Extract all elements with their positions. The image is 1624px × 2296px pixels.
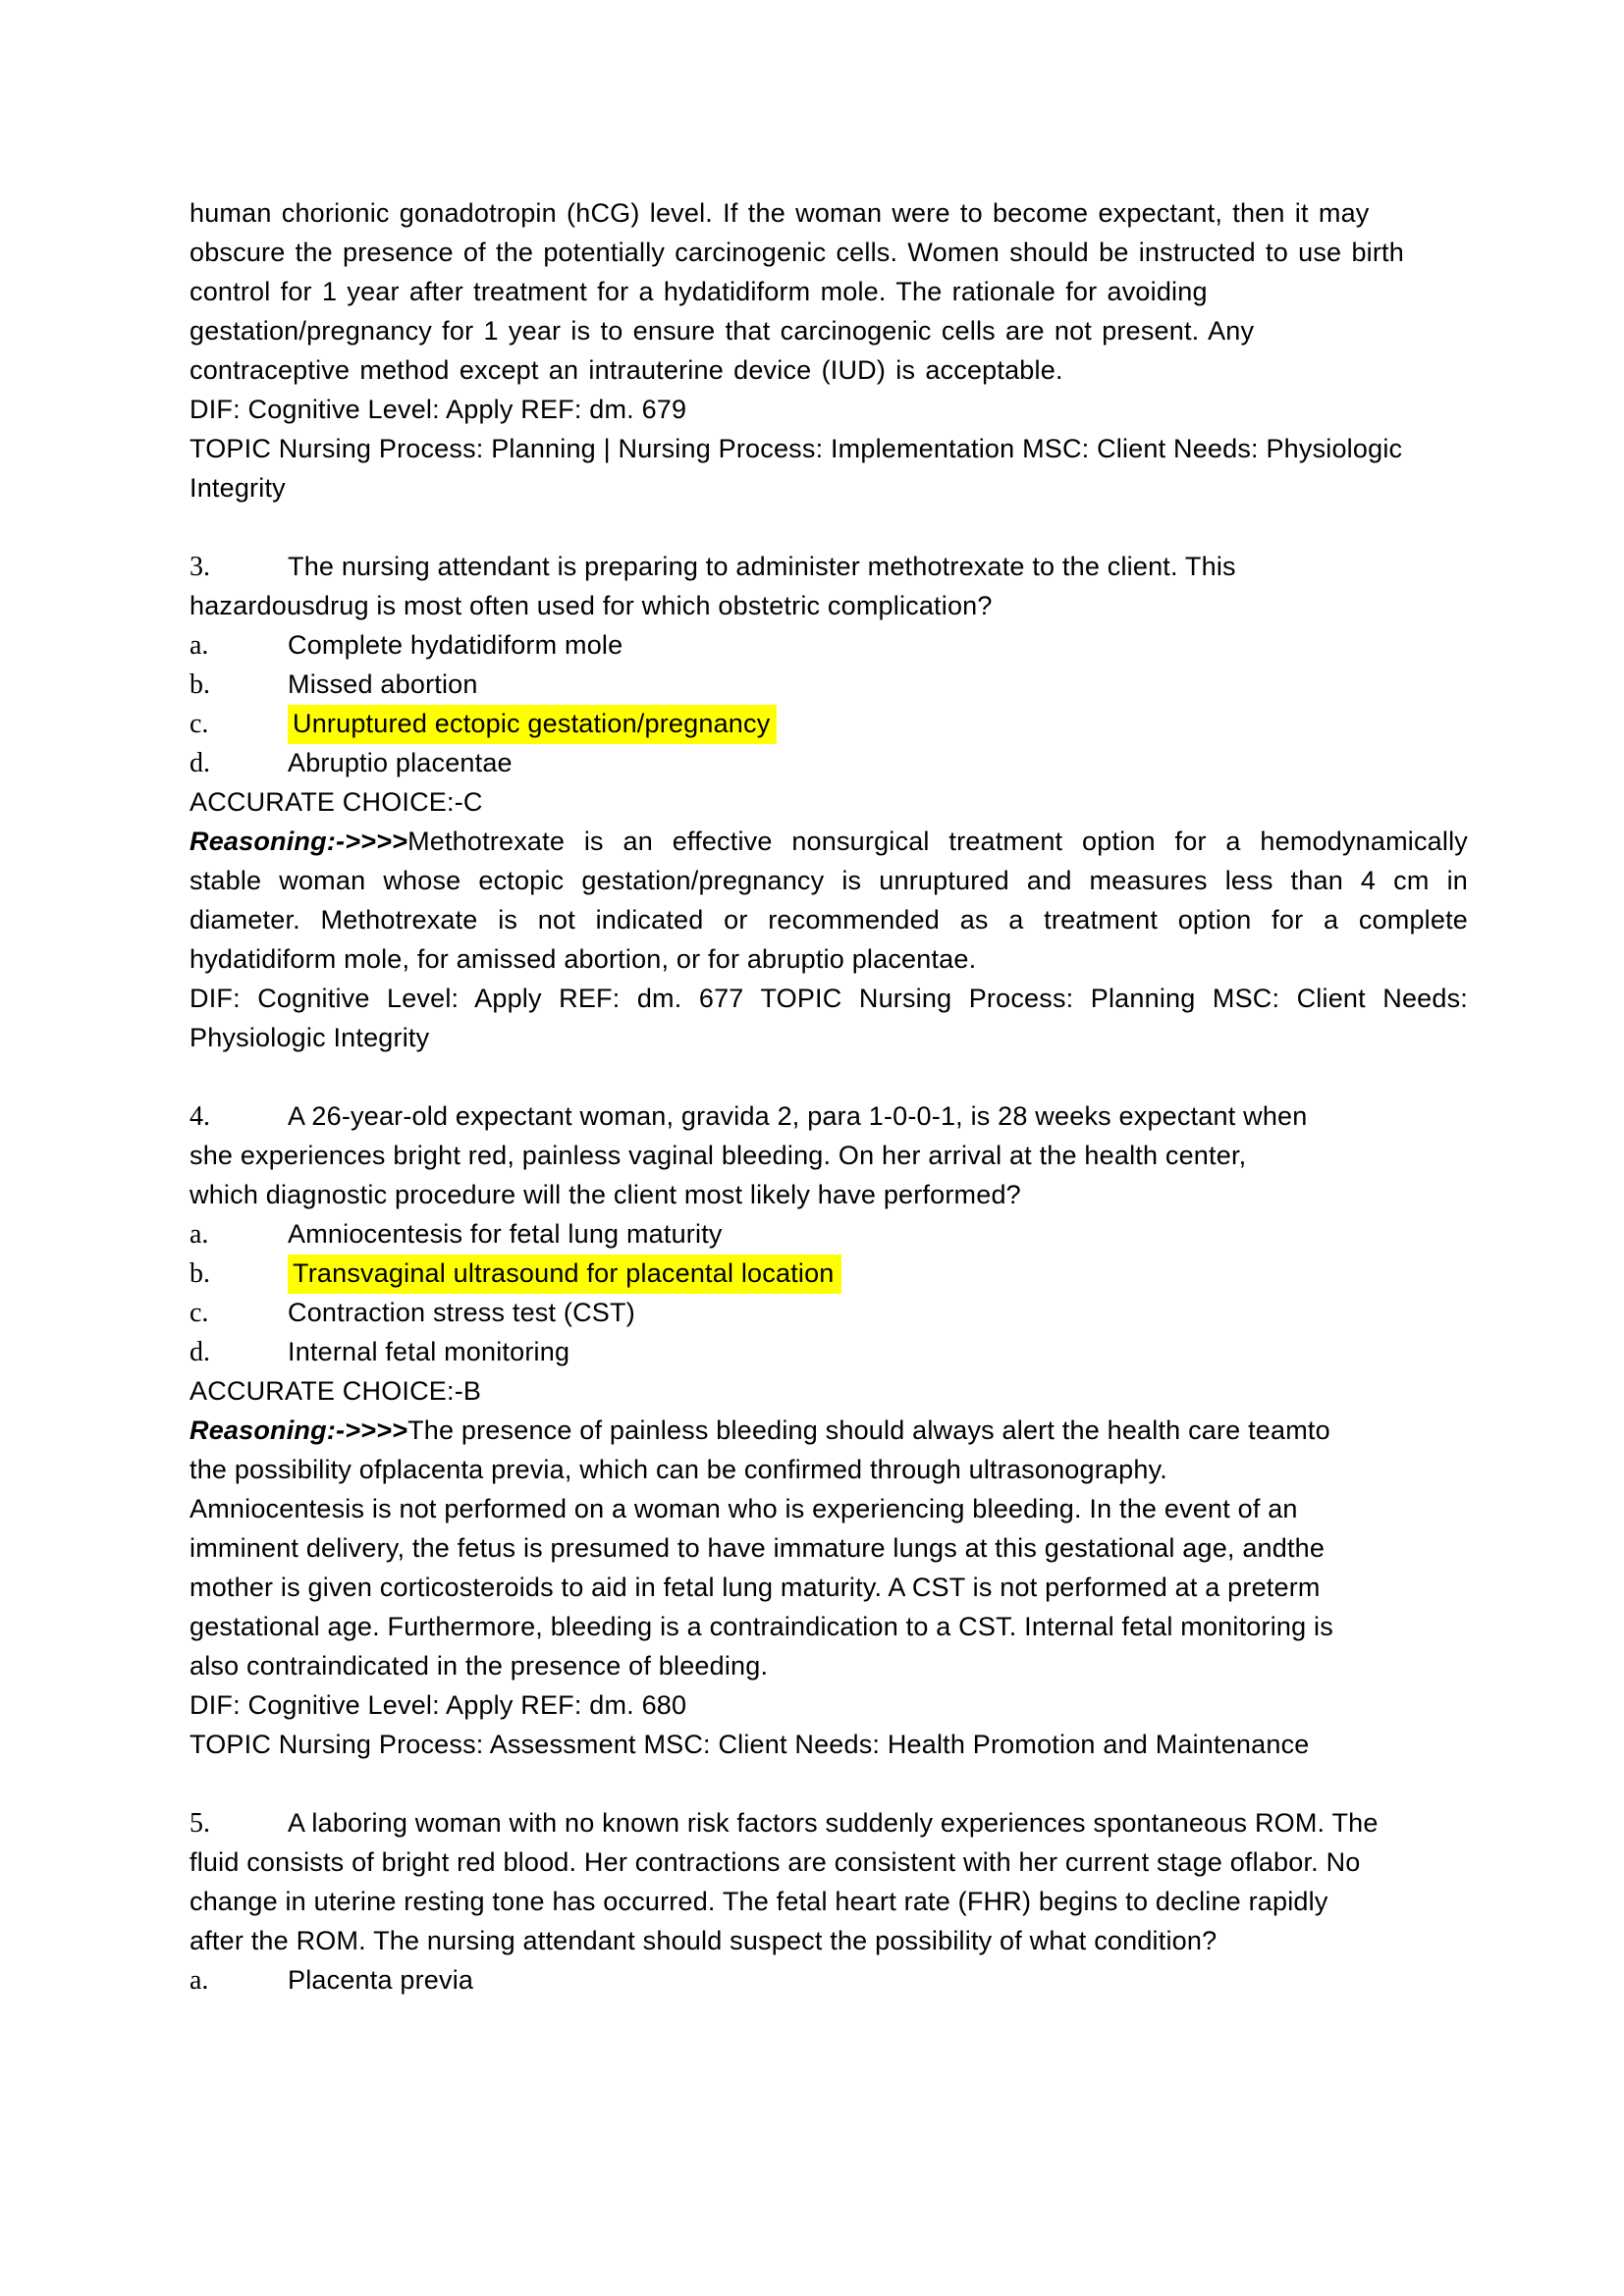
question-number: 3. [189,552,210,582]
reference-line: DIF: Cognitive Level: Apply REF: dm. 677 TOPIC Nursing Process: Planning MSC: Client Needs: [189,984,1468,1013]
reasoning-line: mother is given corticosteroids to aid in fetal lung maturity. A CST is not performed at a preterm [189,1573,1321,1602]
reasoning-line: diameter. Methotrexate is not indicated or recommended as a treatment option for a complete [189,905,1468,934]
option-text: Contraction stress test (CST) [288,1298,635,1327]
question-stem-line: hazardousdrug is most often used for which obstetric complication? [189,591,993,620]
option-row [189,1960,1468,2000]
option-row [189,1332,1468,1371]
reference-line: Physiologic Integrity [189,1023,430,1052]
reference-line: TOPIC Nursing Process: Planning | Nursing Process: Implementation MSC: Client Needs: Physiologic [189,434,1403,463]
option-text: Amniocentesis for fetal lung maturity [288,1219,723,1249]
question-number: 5. [189,1808,210,1839]
reasoning-text: The presence of painless bleeding should always alert the health care teamto [407,1415,1330,1445]
reasoning-line: Amniocentesis is not performed on a woman who is experiencing bleeding. In the event of an [189,1494,1298,1523]
option-text: Missed abortion [288,669,478,699]
reasoning-prefix: Reasoning:->>>> [189,827,408,856]
option-letter: d. [189,1337,210,1367]
intro-line: gestation/pregnancy for 1 year is to ensure that carcinogenic cells are not present. Any [189,316,1255,346]
question-stem-line [189,1803,1468,1842]
intro-line: obscure the presence of the potentially carcinogenic cells. Women should be instructed to use birth [189,238,1404,267]
option-letter: c. [189,1298,209,1328]
paragraph-gap [189,1764,1468,1803]
intro-line: control for 1 year after treatment for a hydatidiform mole. The rationale for avoiding [189,277,1208,306]
option-text: Complete hydatidiform mole [288,630,623,660]
option-letter: b. [189,1258,210,1289]
question-stem-line: she experiences bright red, painless vaginal bleeding. On her arrival at the health center, [189,1141,1247,1170]
option-text: Abruptio placentae [288,748,513,777]
document-content [189,193,1468,2000]
option-text: Placenta previa [288,1965,474,1995]
option-letter: d. [189,748,210,778]
intro-line: contraceptive method except an intrauterine device (IUD) is acceptable. [189,355,1063,385]
question-stem-text: A laboring woman with no known risk factors suddenly experiences spontaneous ROM. The [288,1808,1379,1838]
option-text: Internal fetal monitoring [288,1337,570,1366]
option-row [189,665,1468,704]
option-letter: a. [189,1219,209,1250]
question-stem-line [189,547,1468,586]
reasoning-line: the possibility ofplacenta previa, which can be confirmed through ultrasonography. [189,1455,1167,1484]
reference-line: TOPIC Nursing Process: Assessment MSC: Client Needs: Health Promotion and Maintenance [189,1730,1310,1759]
reference-line: Integrity [189,473,286,503]
option-row [189,743,1468,782]
question-stem-line [189,1096,1468,1136]
intro-line: human chorionic gonadotropin (hCG) level. If the woman were to become expectant, then it may [189,198,1370,228]
reasoning-line: stable woman whose ectopic gestation/pregnancy is unruptured and measures less than 4 cm in [189,866,1468,895]
paragraph-gap [189,1057,1468,1096]
option-row [189,704,1468,743]
option-row [189,1254,1468,1293]
question-stem-line: fluid consists of bright red blood. Her contractions are consistent with her current stage oflabor. No [189,1847,1361,1877]
reasoning-line [189,1411,1468,1450]
option-letter: a. [189,1965,209,1996]
question-stem-text: A 26-year-old expectant woman, gravida 2, para 1-0-0-1, is 28 weeks expectant when [288,1101,1308,1131]
answer-label: ACCURATE CHOICE:-C [189,787,483,817]
reasoning-text: Methotrexate is an effective nonsurgical treatment option for a hemodynamically [407,827,1468,856]
question-number: 4. [189,1101,210,1132]
paragraph-gap [189,507,1468,547]
option-row [189,625,1468,665]
reasoning-line: imminent delivery, the fetus is presumed to have immature lungs at this gestational age, andthe [189,1533,1326,1563]
option-letter: b. [189,669,210,700]
reasoning-line: hydatidiform mole, for amissed abortion, or for abruptio placentae. [189,944,977,974]
reference-line: DIF: Cognitive Level: Apply REF: dm. 679 [189,395,687,424]
question-stem-line: change in uterine resting tone has occurred. The fetal heart rate (FHR) begins to decline rapidly [189,1887,1328,1916]
reasoning-line: gestational age. Furthermore, bleeding is a contraindication to a CST. Internal fetal monitoring is [189,1612,1333,1641]
highlighted-answer-text: Unruptured ectopic gestation/pregnancy [288,705,777,744]
reasoning-line [189,822,1468,861]
question-stem-text: The nursing attendant is preparing to administer methotrexate to the client. This [288,552,1236,581]
option-row [189,1214,1468,1254]
option-letter: c. [189,709,209,739]
option-letter: a. [189,630,209,661]
option-row [189,1293,1468,1332]
reasoning-prefix: Reasoning:->>>> [189,1415,408,1445]
answer-label: ACCURATE CHOICE:-B [189,1376,482,1406]
question-stem-line: after the ROM. The nursing attendant should suspect the possibility of what condition? [189,1926,1218,1955]
question-stem-line: which diagnostic procedure will the client most likely have performed? [189,1180,1021,1209]
reasoning-line: also contraindicated in the presence of bleeding. [189,1651,769,1681]
highlighted-answer-text: Transvaginal ultrasound for placental location [288,1255,841,1294]
reference-line: DIF: Cognitive Level: Apply REF: dm. 680 [189,1690,687,1720]
